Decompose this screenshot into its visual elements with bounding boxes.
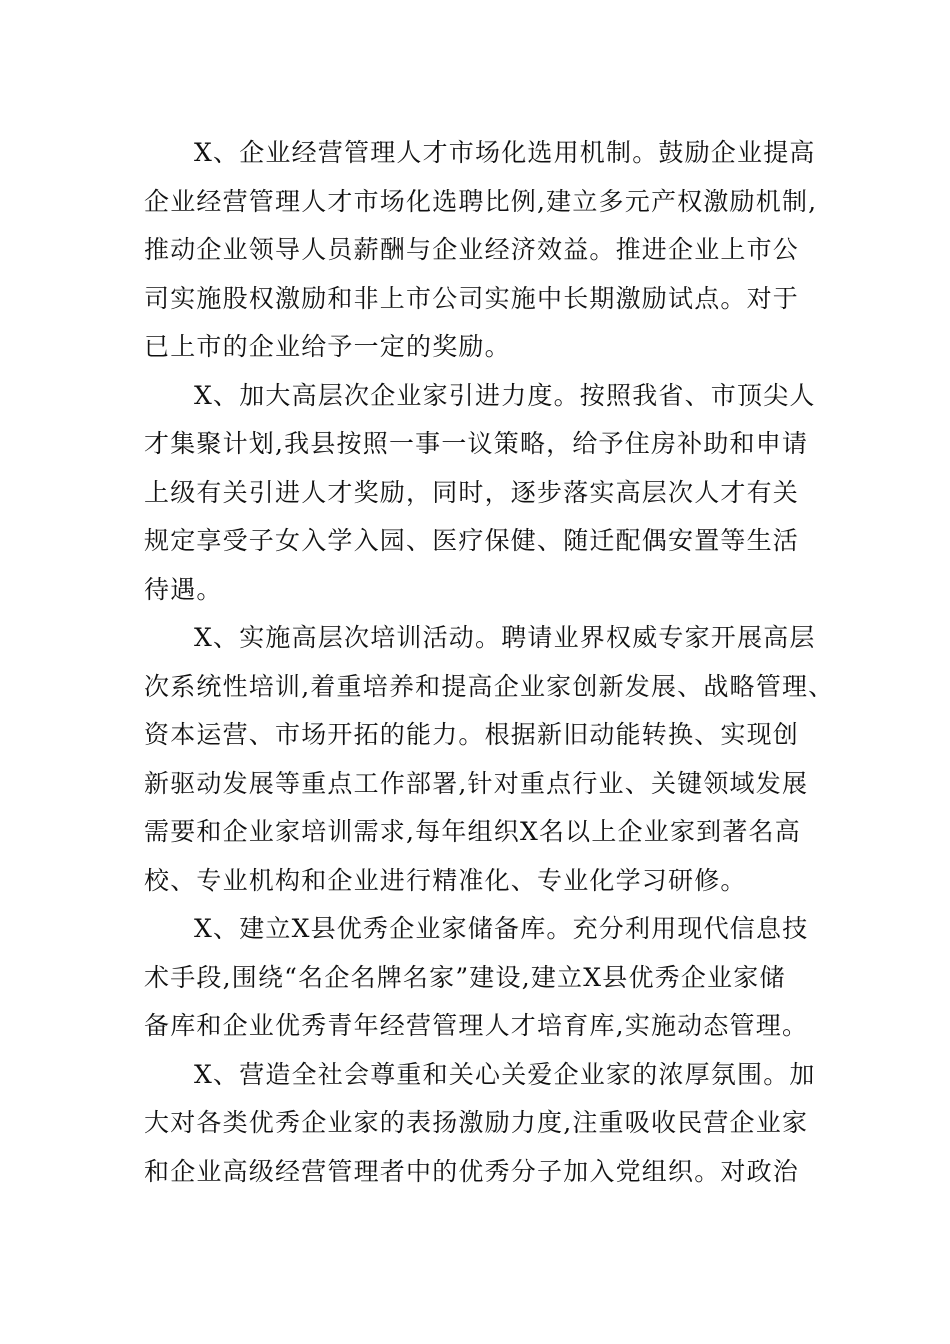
text-line: 推动企业领导人员薪酬与企业经济效益。推进企业上市公	[144, 235, 800, 264]
text-line: 企业经营管理人才市场化选聘比例,建立多元产权激励机制,	[144, 186, 818, 216]
text-line: X、企业经营管理人才市场化选用机制。鼓励企业提高	[194, 138, 816, 167]
text-line: 术手段,围绕“名企名牌名家”建设,建立X县优秀企业家储	[144, 962, 786, 992]
text-line: X、实施高层次培训活动。聘请业界权威专家开展高层	[194, 623, 816, 652]
text-line: 司实施股权激励和非上市公司实施中长期激励试点。对于	[144, 283, 800, 313]
text-line: 才集聚计划,我县按照一事一议策略，给予住房补助和申请	[144, 429, 809, 458]
text-line: 已上市的企业给予一定的奖励。	[144, 332, 511, 361]
document-body	[144, 129, 835, 1196]
text-line: 校、专业机构和企业进行精准化、专业化学习研修。	[144, 865, 747, 895]
text-line: 大对各类优秀企业家的表扬激励力度,注重吸收民营企业家	[144, 1108, 809, 1137]
text-line: 需要和企业家培训需求,每年组织X名以上企业家到著名高	[144, 817, 801, 846]
paragraph-1	[144, 129, 818, 372]
text-line: 上级有关引进人才奖励，同时，逐步落实高层次人才有关	[144, 477, 800, 507]
paragraph-4	[144, 905, 812, 1051]
text-line: 新驱动发展等重点工作部署,针对重点行业、关键领域发展	[144, 768, 809, 798]
paragraph-3	[144, 614, 835, 905]
text-line: 和企业高级经营管理者中的优秀分子加入党组织。对政治	[144, 1156, 800, 1186]
text-line: 规定享受子女入学入园、医疗保健、随迁配偶安置等生活	[144, 526, 800, 555]
paragraph-5	[144, 1051, 816, 1197]
paragraph-2	[144, 372, 816, 615]
text-line: 资本运营、市场开拓的能力。根据新旧动能转换、实现创	[144, 720, 800, 749]
text-line: X、营造全社会尊重和关心关爱企业家的浓厚氛围。加	[194, 1059, 816, 1089]
text-line: 次系统性培训,着重培养和提高企业家创新发展、战略管理、	[144, 671, 835, 701]
text-line: 备库和企业优秀青年经营管理人才培育库,实施动态管理。	[144, 1011, 809, 1040]
text-line: X、建立X县优秀企业家储备库。充分利用现代信息技	[194, 914, 809, 943]
text-line: 待遇。	[144, 574, 223, 604]
text-line: X、加大高层次企业家引进力度。按照我省、市顶尖人	[194, 380, 816, 410]
